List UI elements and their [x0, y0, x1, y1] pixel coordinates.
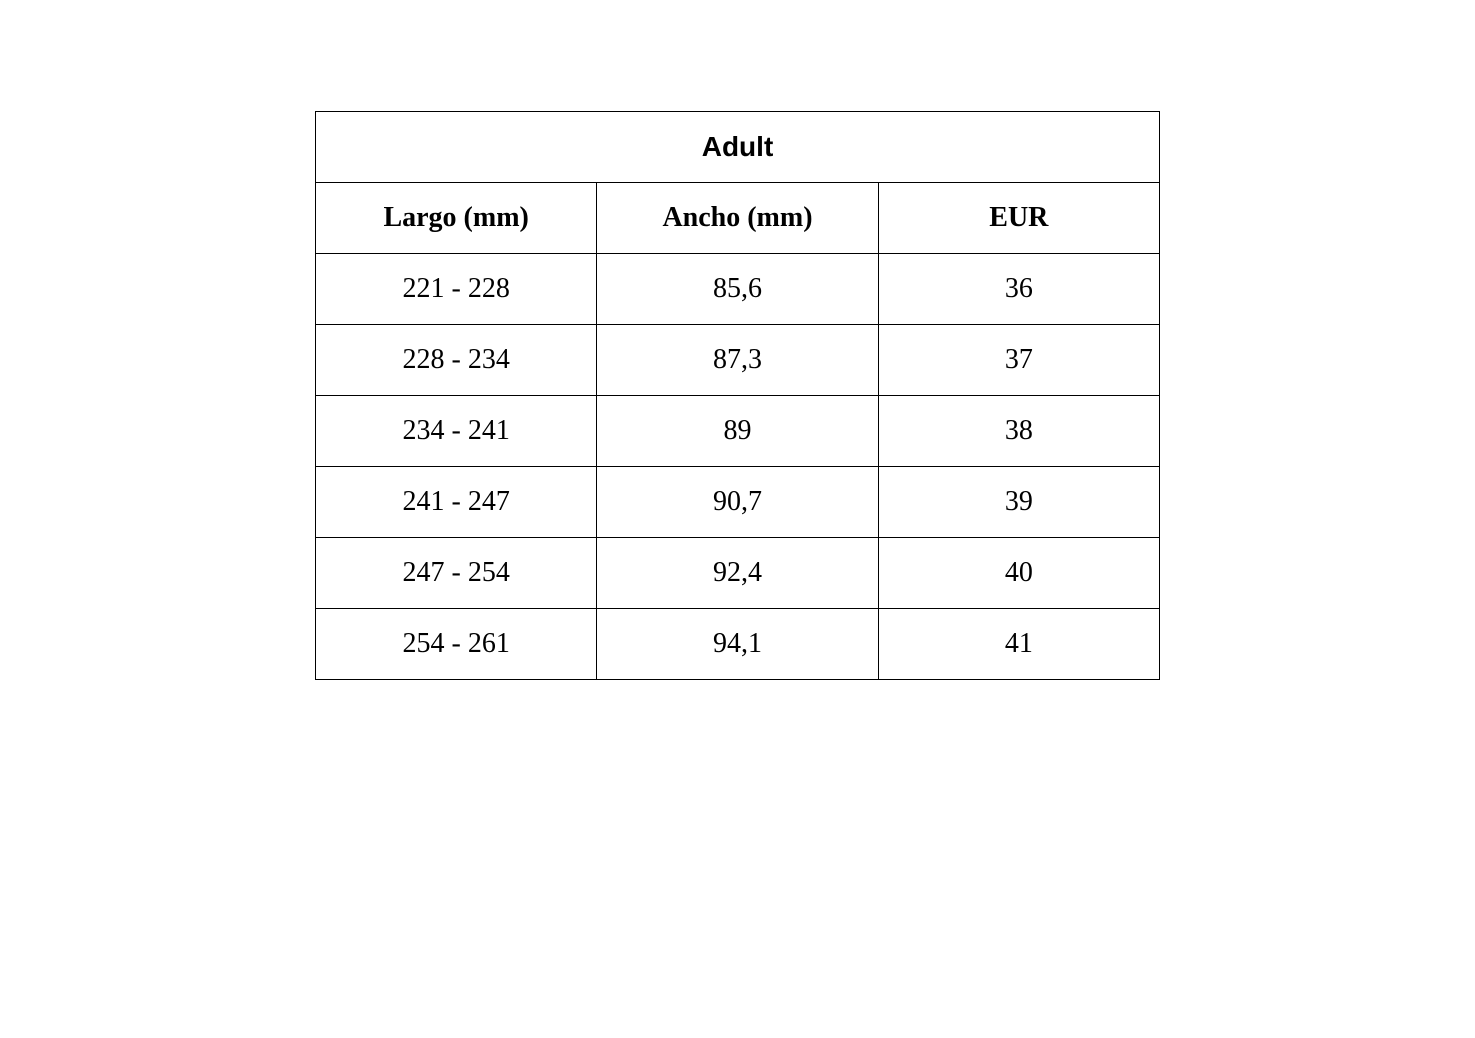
cell-ancho: 85,6 — [597, 254, 878, 325]
title-row — [316, 112, 1160, 183]
column-header-largo: Largo (mm) — [316, 183, 597, 254]
cell-ancho: 89 — [597, 396, 878, 467]
cell-eur: 38 — [878, 396, 1159, 467]
column-header-eur: EUR — [878, 183, 1159, 254]
cell-ancho: 90,7 — [597, 467, 878, 538]
cell-ancho: 92,4 — [597, 538, 878, 609]
cell-eur: 36 — [878, 254, 1159, 325]
size-chart-table — [315, 111, 1160, 680]
cell-ancho: 87,3 — [597, 325, 878, 396]
header-row — [316, 183, 1160, 254]
table-row — [316, 467, 1160, 538]
cell-largo: 247 - 254 — [316, 538, 597, 609]
cell-largo: 241 - 247 — [316, 467, 597, 538]
table-row — [316, 609, 1160, 680]
cell-eur: 39 — [878, 467, 1159, 538]
cell-largo: 254 - 261 — [316, 609, 597, 680]
table-title: Adult — [316, 112, 1160, 183]
column-header-ancho: Ancho (mm) — [597, 183, 878, 254]
cell-largo: 221 - 228 — [316, 254, 597, 325]
cell-eur: 37 — [878, 325, 1159, 396]
table-row — [316, 254, 1160, 325]
cell-largo: 234 - 241 — [316, 396, 597, 467]
table-row — [316, 325, 1160, 396]
table-row — [316, 538, 1160, 609]
cell-ancho: 94,1 — [597, 609, 878, 680]
cell-largo: 228 - 234 — [316, 325, 597, 396]
cell-eur: 40 — [878, 538, 1159, 609]
cell-eur: 41 — [878, 609, 1159, 680]
table-row — [316, 396, 1160, 467]
